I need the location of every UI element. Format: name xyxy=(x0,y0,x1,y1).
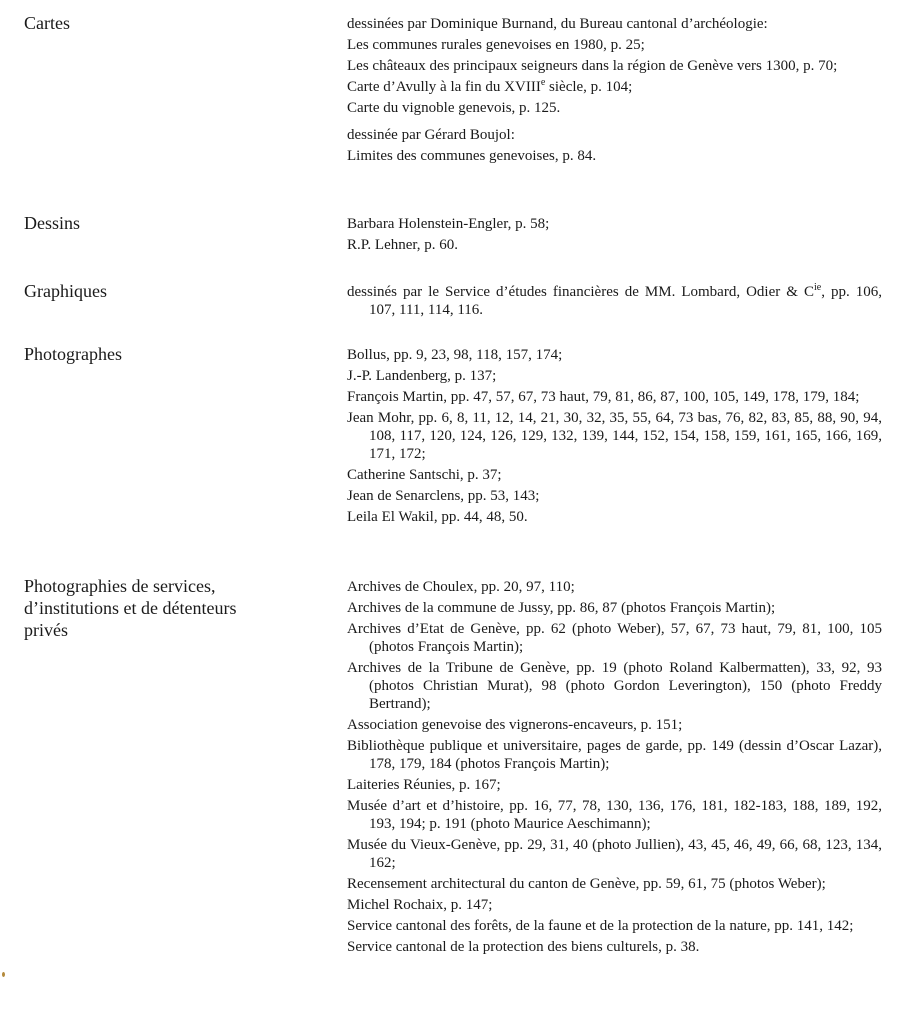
section-label-dessins: Dessins xyxy=(24,213,81,233)
archive-entry: Musée d’art et d’histoire, pp. 16, 77, 78, 130, 136, 176, 181, 182-183, 188, 189, 192, 193, 194; p. 191 (photo Maurice Aeschimann); xyxy=(347,798,882,832)
photographer-entry: Bollus, pp. 9, 23, 98, 118, 157, 174; xyxy=(347,347,563,363)
graphiques-text: dessinés par le Service d’études financières de MM. Lombard, Odier & C xyxy=(347,284,814,300)
photographer-entry: Jean de Senarclens, pp. 53, 143; xyxy=(347,488,540,504)
section-label-cartes: Cartes xyxy=(24,13,70,33)
graphiques-entry xyxy=(347,283,882,319)
photographer-entry: Jean Mohr, pp. 6, 8, 11, 12, 14, 21, 30, 32, 35, 55, 64, 73 bas, 76, 82, 83, 85, 88, 90, 94, 108, 117, 120, 124, 126, 129, 132, 139, 144, 152, 154, 158, 159, 161, 165, 166, 169, 171, 172; xyxy=(347,410,882,462)
archive-entry: Service cantonal de la protection des biens culturels, p. 38. xyxy=(347,939,700,955)
archive-entry: Laiteries Réunies, p. 167; xyxy=(347,777,501,793)
graphiques-superscript: ie xyxy=(813,282,822,293)
avully-superscript: e xyxy=(540,77,546,88)
section-content-cartes xyxy=(347,15,882,168)
cartes-entry: Les communes rurales genevoises en 1980, p. 25; xyxy=(347,37,645,53)
label-line: d’institutions et de détenteurs xyxy=(24,598,237,618)
cartes-intro-boujol: dessinée par Gérard Boujol: xyxy=(347,127,515,143)
cartes-entry: Carte du vignoble genevois, p. 125. xyxy=(347,100,561,116)
section-content-services xyxy=(347,578,882,959)
paper-speck xyxy=(2,972,5,977)
section-content-graphiques xyxy=(347,283,882,322)
archive-entry: Archives de la commune de Jussy, pp. 86, 87 (photos François Martin); xyxy=(347,600,776,616)
avully-text-end: siècle, p. 104; xyxy=(545,79,633,95)
cartes-entry: Limites des communes genevoises, p. 84. xyxy=(347,148,597,164)
photographer-entry: Catherine Santschi, p. 37; xyxy=(347,467,502,483)
cartes-entry: Les châteaux des principaux seigneurs dans la région de Genève vers 1300, p. 70; xyxy=(347,58,838,74)
archive-entry: Bibliothèque publique et universitaire, pages de garde, pp. 149 (dessin d’Oscar Lazar), 178, 179, 184 (photos François Martin); xyxy=(347,738,882,772)
archive-entry: Archives d’Etat de Genève, pp. 62 (photo Weber), 57, 67, 73 haut, 79, 81, 100, 105 (photos François Martin); xyxy=(347,621,882,655)
archive-entry: Association genevoise des vignerons-encaveurs, p. 151; xyxy=(347,717,683,733)
label-line: privés xyxy=(24,620,68,640)
archive-entry: Service cantonal des forêts, de la faune et de la protection de la nature, pp. 141, 142; xyxy=(347,918,854,934)
archive-entry: Archives de Choulex, pp. 20, 97, 110; xyxy=(347,579,575,595)
section-content-dessins xyxy=(347,215,882,257)
section-label-services xyxy=(24,575,314,641)
dessins-entry: R.P. Lehner, p. 60. xyxy=(347,237,459,253)
photographer-entry: J.-P. Landenberg, p. 137; xyxy=(347,368,497,384)
photographer-entry: François Martin, pp. 47, 57, 67, 73 haut, 79, 81, 86, 87, 100, 105, 149, 178, 179, 184; xyxy=(347,389,860,405)
photographer-entry: Leila El Wakil, pp. 44, 48, 50. xyxy=(347,509,528,525)
graphiques-text-end: , pp. 106, 107, 111, 114, 116. xyxy=(369,284,883,318)
archive-entry: Archives de la Tribune de Genève, pp. 19 (photo Roland Kalbermatten), 33, 92, 93 (photos Christian Murat), 98 (photo Gordon Leverington), 150 (photo Freddy Bertrand); xyxy=(347,660,882,712)
archive-entry: Recensement architectural du canton de Genève, pp. 59, 61, 75 (photos Weber); xyxy=(347,876,826,892)
cartes-intro-burnand: dessinées par Dominique Burnand, du Bureau cantonal d’archéologie: xyxy=(347,16,768,32)
archive-entry: Musée du Vieux-Genève, pp. 29, 31, 40 (photo Jullien), 43, 45, 46, 49, 66, 68, 123, 134, 162; xyxy=(347,837,882,871)
section-label-photographes: Photographes xyxy=(24,344,122,364)
archive-entry: Michel Rochaix, p. 147; xyxy=(347,897,493,913)
avully-text: Carte d’Avully à la fin du XVIII xyxy=(347,79,541,95)
dessins-entry: Barbara Holenstein-Engler, p. 58; xyxy=(347,216,550,232)
cartes-entry-avully xyxy=(347,78,882,96)
section-content-photographes xyxy=(347,346,882,529)
section-label-graphiques: Graphiques xyxy=(24,281,107,301)
label-line: Photographies de services, xyxy=(24,576,216,596)
